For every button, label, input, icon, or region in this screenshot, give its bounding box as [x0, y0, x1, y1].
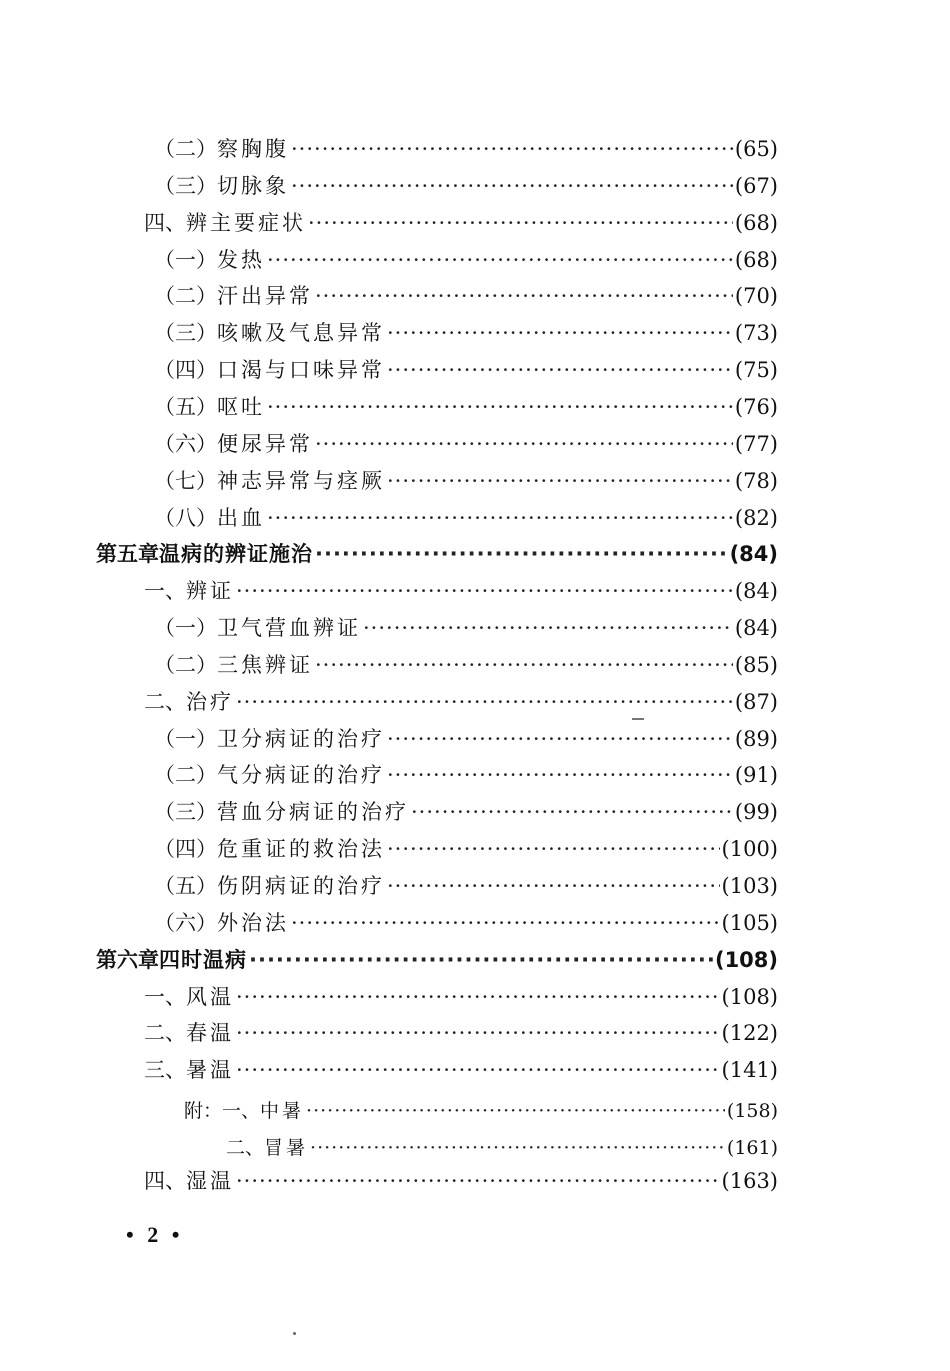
dot-leader — [291, 909, 720, 937]
toc-entry-page: (158) — [726, 1100, 778, 1123]
toc-entry-page: (85) — [734, 652, 778, 677]
toc-entry[interactable] — [154, 761, 778, 789]
dot-leader — [387, 467, 733, 495]
toc-entry-number: （七） — [154, 468, 217, 493]
dot-leader — [315, 651, 733, 679]
toc-entry-number: 附：一、 — [184, 1100, 261, 1123]
toc-entry-number: （三） — [154, 800, 217, 825]
toc-entry-number: （三） — [154, 321, 217, 346]
toc-entry-number: （二） — [154, 652, 217, 677]
toc-entry-page: (84) — [729, 542, 778, 567]
toc-entry-page: (161) — [726, 1136, 778, 1159]
toc-entry-number: （一） — [154, 616, 217, 641]
toc-entry-number: （一） — [154, 726, 217, 751]
toc-entry-page: (163) — [721, 1168, 778, 1193]
dot-leader — [267, 393, 733, 421]
toc-entry-title: 切脉象 — [217, 173, 289, 198]
toc-entry[interactable] — [154, 651, 778, 679]
toc-entry-title: 三焦辨证 — [217, 652, 313, 677]
toc-entry-title: 温病的辨证施治 — [159, 542, 313, 567]
toc-entry-number: （五） — [154, 874, 217, 898]
toc-entry-title: 暑温 — [186, 1058, 234, 1083]
toc-entry-page: (70) — [734, 284, 778, 309]
dot-leader — [387, 835, 720, 863]
dot-leader — [236, 688, 733, 716]
toc-entry-title: 察胸腹 — [217, 137, 289, 161]
toc-entry-number: 一、 — [144, 579, 186, 604]
toc-entry-number: （六） — [154, 910, 217, 935]
dot-leader — [291, 135, 733, 163]
toc-entry-page: (108) — [721, 984, 778, 1009]
toc-entry[interactable] — [144, 1167, 778, 1195]
dot-leader — [267, 504, 733, 532]
toc-entry[interactable] — [154, 393, 778, 421]
toc-chapter-entry[interactable] — [96, 540, 778, 568]
toc-entry[interactable] — [154, 135, 778, 163]
toc-entry-title: 便尿异常 — [217, 431, 313, 456]
toc-entry[interactable] — [144, 688, 778, 716]
toc-entry-page: (108) — [714, 947, 778, 972]
toc-entry[interactable] — [154, 282, 778, 310]
toc-entry-page: (100) — [721, 837, 778, 862]
dot-leader — [411, 798, 733, 826]
toc-entry-title: 气分病证的治疗 — [217, 763, 385, 788]
toc-entry-number: （一） — [154, 247, 217, 272]
toc-entry[interactable] — [144, 577, 778, 605]
toc-entry[interactable] — [184, 1097, 778, 1125]
toc-entry-page: (105) — [721, 910, 778, 935]
toc-entry-number: 第六章 — [96, 947, 159, 972]
toc-entry[interactable] — [154, 872, 778, 900]
toc-entry-page: (91) — [734, 763, 778, 788]
dot-leader — [387, 872, 720, 900]
dot-leader — [363, 614, 733, 642]
dot-leader — [236, 1019, 720, 1047]
toc-entry-number: 四、 — [144, 210, 186, 235]
toc-entry-title: 湿温 — [186, 1168, 234, 1193]
toc-entry-title: 风温 — [186, 984, 234, 1009]
toc-entry-page: (68) — [734, 247, 778, 272]
dot-leader — [267, 246, 733, 274]
toc-entry-title: 冒暑 — [264, 1136, 309, 1159]
toc-entry-page: (122) — [721, 1021, 778, 1046]
toc-entry-title: 汗出异常 — [217, 284, 313, 309]
toc-entry-page: (73) — [734, 321, 778, 346]
toc-entry-title: 辨主要症状 — [186, 210, 306, 235]
toc-entry-number: （二） — [154, 763, 217, 788]
dot-leader — [315, 282, 733, 310]
toc-entry-page: (75) — [734, 358, 778, 383]
dot-leader — [308, 209, 733, 237]
scan-speck — [293, 1332, 296, 1335]
dot-leader — [315, 430, 733, 458]
toc-entry[interactable] — [144, 1056, 778, 1084]
dot-leader — [387, 319, 733, 347]
toc-entry-title: 危重证的救治法 — [217, 837, 385, 862]
toc-entry-number: 二、 — [144, 689, 186, 714]
toc-entry-title: 外治法 — [217, 910, 289, 935]
toc-entry[interactable] — [154, 835, 778, 863]
toc-entry-page: (78) — [734, 468, 778, 493]
toc-entry[interactable] — [154, 319, 778, 347]
toc-entry-title: 口渴与口味异常 — [217, 358, 385, 383]
dot-leader — [236, 1167, 720, 1195]
toc-entry[interactable] — [154, 909, 778, 937]
toc-entry-page: (76) — [734, 394, 778, 419]
dot-leader — [387, 725, 733, 753]
dot-leader — [315, 540, 728, 568]
toc-entry-number: （四） — [154, 358, 217, 383]
toc-entry-number: （二） — [154, 284, 217, 309]
toc-entry-number: （六） — [154, 431, 217, 456]
toc-entry-page: (82) — [734, 505, 778, 530]
toc-entry-page: (99) — [734, 800, 778, 825]
toc-entry-page: (87) — [734, 689, 778, 714]
toc-entry-number: （四） — [154, 837, 217, 862]
scan-mark — [632, 718, 644, 720]
toc-entry-title: 卫分病证的治疗 — [217, 726, 385, 751]
toc-entry[interactable] — [154, 798, 778, 826]
toc-entry-number: （二） — [154, 137, 217, 161]
toc-entry[interactable] — [154, 246, 778, 274]
toc-entry[interactable] — [154, 172, 778, 200]
toc-entry-title: 中暑 — [260, 1100, 305, 1123]
dot-leader — [387, 356, 733, 384]
toc-entry[interactable] — [226, 1134, 778, 1162]
toc-entry[interactable] — [154, 504, 778, 532]
dot-leader — [310, 1134, 725, 1162]
toc-entry-title: 治疗 — [186, 689, 234, 714]
toc-entry[interactable] — [144, 1019, 778, 1047]
toc-entry-number: 三、 — [144, 1058, 186, 1083]
toc-entry-number: 二、 — [226, 1136, 265, 1159]
toc-chapter-entry[interactable] — [96, 946, 778, 974]
toc-entry-title: 辨证 — [186, 579, 234, 604]
toc-entry-page: (89) — [734, 726, 778, 751]
toc-entry-title: 咳嗽及气息异常 — [217, 321, 385, 346]
toc-entry-page: (77) — [734, 431, 778, 456]
toc-entry-title: 四时温病 — [159, 947, 247, 972]
toc-entry-page: (141) — [721, 1058, 778, 1083]
dot-leader — [236, 983, 720, 1011]
dot-leader — [236, 1056, 720, 1084]
toc-entry-title: 春温 — [186, 1021, 234, 1046]
dot-leader — [249, 946, 713, 974]
toc-entry-number: 四、 — [144, 1168, 186, 1193]
toc-entry-title: 呕吐 — [217, 394, 265, 419]
toc-entry[interactable] — [154, 725, 778, 753]
toc-entry-number: 第五章 — [96, 542, 159, 567]
toc-entry-page: (103) — [721, 874, 778, 898]
toc-entry-number: （五） — [154, 394, 217, 419]
toc-entry-page: (65) — [734, 137, 778, 161]
toc-entry-title: 神志异常与痉厥 — [217, 468, 385, 493]
dot-leader — [306, 1097, 725, 1125]
dot-leader — [291, 172, 733, 200]
toc-entry-page: (68) — [734, 210, 778, 235]
toc-entry[interactable] — [154, 614, 778, 642]
toc-entry-number: （三） — [154, 173, 217, 198]
toc-entry-page: (84) — [734, 616, 778, 641]
toc-entry-page: (67) — [734, 173, 778, 198]
toc-entry[interactable] — [144, 209, 778, 237]
toc-entry[interactable] — [154, 430, 778, 458]
toc-entry-number: （八） — [154, 505, 217, 530]
toc-entry-title: 伤阴病证的治疗 — [217, 874, 385, 898]
toc-entry[interactable] — [154, 467, 778, 495]
toc-entry-title: 发热 — [217, 247, 265, 272]
toc-entry-page: (84) — [734, 579, 778, 604]
toc-entry[interactable] — [154, 356, 778, 384]
toc-entry-title: 卫气营血辨证 — [217, 616, 361, 641]
toc-entry[interactable] — [144, 983, 778, 1011]
toc-entry-title: 营血分病证的治疗 — [217, 800, 409, 825]
page-number: • 2 • — [126, 1222, 184, 1247]
toc-entry-number: 一、 — [144, 984, 186, 1009]
toc-entry-number: 二、 — [144, 1021, 186, 1046]
dot-leader — [387, 761, 733, 789]
toc-entry-title: 出血 — [217, 505, 265, 530]
dot-leader — [236, 577, 733, 605]
